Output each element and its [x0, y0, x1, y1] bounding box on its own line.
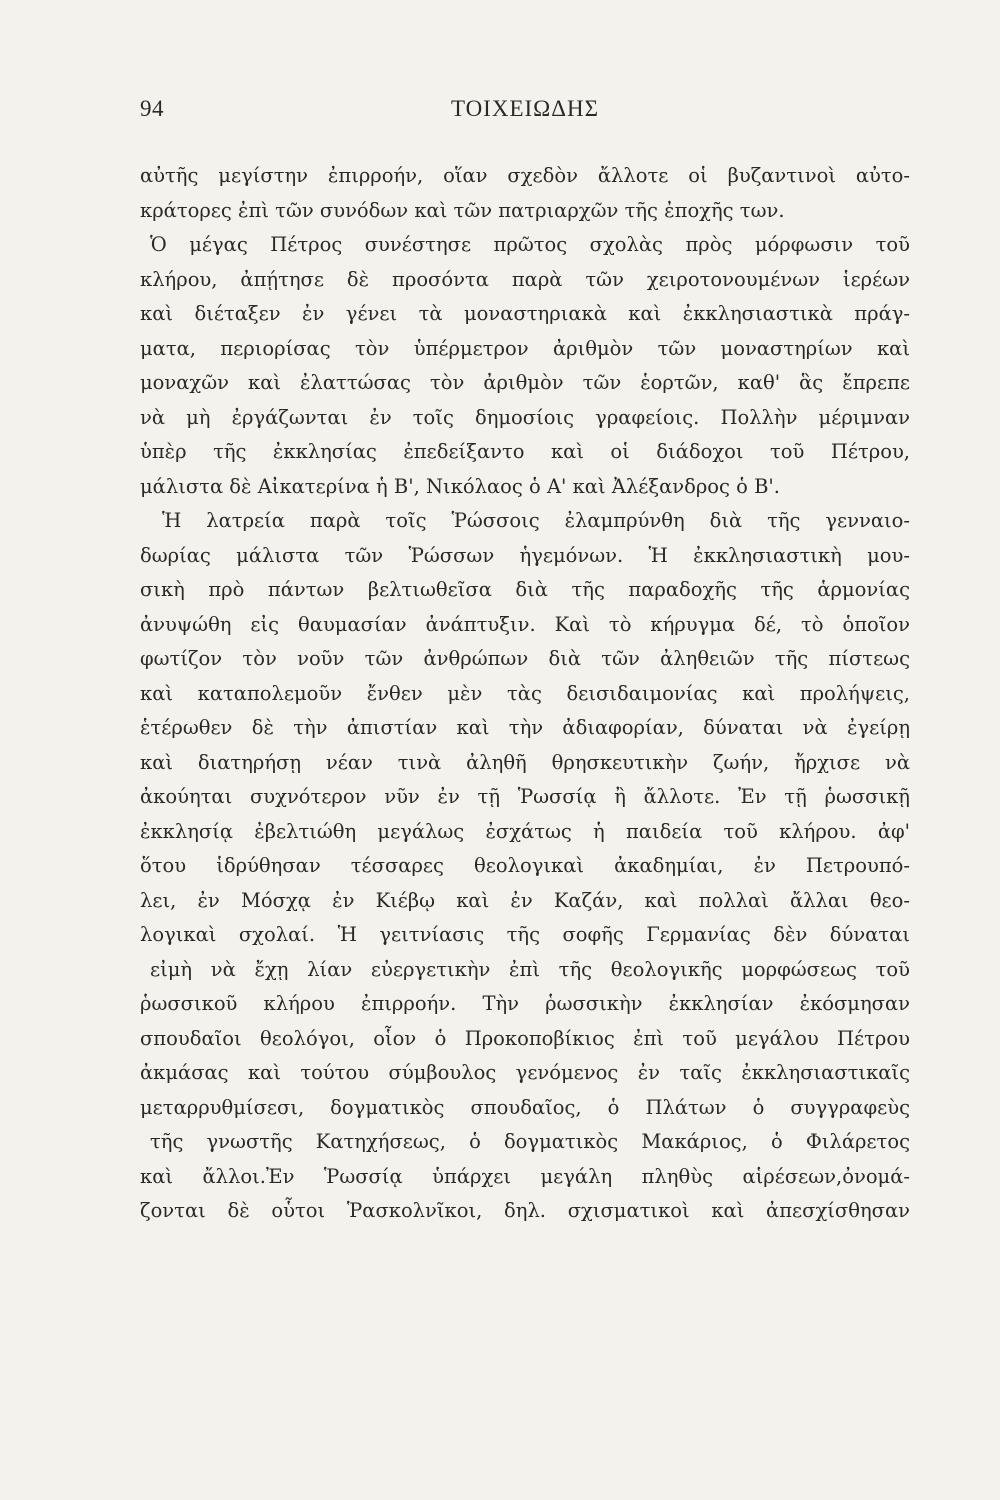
- text-line: Ὁ μέγας Πέτρος συνέστησε πρῶτος σχολὰς πρὸς μόρφωσιν τοῦ: [150, 233, 910, 256]
- text-line: νὰ μὴ ἐργάζωνται ἐν τοῖς δημοσίοις γραφείοις. Πολλὴν μέριμναν: [140, 405, 910, 429]
- text-line: ὑπὲρ τῆς ἐκκλησίας ἐπεδείξαντο καὶ οἱ διάδοχοι τοῦ Πέτρου,: [140, 440, 910, 463]
- text-line: λογικαὶ σχολαί. Ἡ γειτνίασις τῆς σοφῆς Γερμανίας δὲν δύναται: [140, 923, 910, 946]
- text-line: Ἡ λατρεία παρὰ τοῖς Ῥώσσοις ἐλαμπρύνθη διὰ τῆς γενναιο-: [162, 509, 910, 532]
- text-line: εἰμὴ νὰ ἔχῃ λίαν εὐεργετικὴν ἐπὶ τῆς θεολογικῆς μορφώσεως τοῦ: [150, 957, 910, 981]
- text-line: σπουδαῖοι θεολόγοι, οἷον ὁ Προκοποβίκιος ἐπὶ τοῦ μεγάλου Πέτρου: [140, 1026, 910, 1050]
- text-line: δωρίας μάλιστα τῶν Ῥώσσων ἡγεμόνων. Ἡ ἐκκλησιαστικὴ μου-: [140, 543, 910, 567]
- page-header: [140, 96, 910, 130]
- text-line: καὶ καταπολεμοῦν ἔνθεν μὲν τὰς δεισιδαιμονίας καὶ προλήψεις,: [140, 681, 910, 705]
- text-line: κράτορες ἐπὶ τῶν συνόδων καὶ τῶν πατριαρχῶν τῆς ἐποχῆς των.: [140, 198, 785, 222]
- text-line: ἑτέρωθεν δὲ τὴν ἀπιστίαν καὶ τὴν ἀδιαφορίαν, δύναται νὰ ἐγείρῃ: [140, 716, 910, 739]
- text-line: φωτίζον τὸν νοῦν τῶν ἀνθρώπων διὰ τῶν ἀληθειῶν τῆς πίστεως: [140, 647, 910, 670]
- text-line: μοναχῶν καὶ ἐλαττώσας τὸν ἀριθμὸν τῶν ἑορτῶν, καθ' ἃς ἔπρεπε: [140, 371, 910, 394]
- text-line: ἀκμάσας καὶ τούτου σύμβουλος γενόμενος ἐν ταῖς ἐκκλησιαστικαῖς: [140, 1061, 910, 1084]
- text-line: κλήρου, ἀπῄτησε δὲ προσόντα παρὰ τῶν χειροτονουμένων ἱερέων: [140, 267, 910, 291]
- text-line: μεταρρυθμίσεσι, δογματικὸς σπουδαῖος, ὁ Πλάτων ὁ συγγραφεὺς: [140, 1095, 910, 1119]
- text-line: ματα, περιορίσας τὸν ὑπέρμετρον ἀριθμὸν τῶν μοναστηρίων καὶ: [140, 336, 910, 360]
- text-line: σικὴ πρὸ πάντων βελτιωθεῖσα διὰ τῆς παραδοχῆς τῆς ἁρμονίας: [140, 578, 910, 601]
- text-line: μάλιστα δὲ Αἰκατερίνα ἡ Β', Νικόλαος ὁ Α' καὶ Ἀλέξανδρος ὁ Β'.: [140, 474, 780, 498]
- text-line: καὶ διατηρήσῃ νέαν τινὰ ἀληθῆ θρησκευτικὴν ζωήν, ἤρχισε νὰ: [140, 750, 910, 774]
- text-line: καὶ διέταξεν ἐν γένει τὰ μοναστηριακὰ καὶ ἐκκλησιαστικὰ πράγ-: [140, 302, 910, 325]
- running-title: ΤΟΙΧΕΙΩΔΗΣ: [450, 96, 600, 121]
- text-line: ἐκκλησίᾳ ἐβελτιώθη μεγάλως ἐσχάτως ἡ παιδεία τοῦ κλήρου. ἀφ': [140, 819, 910, 843]
- text-line: καὶ ἄλλοι.Ἐν Ῥωσσίᾳ ὑπάρχει μεγάλη πληθὺς αἱρέσεων,ὀνομά-: [140, 1164, 910, 1188]
- body-text: [140, 159, 910, 1229]
- page-number: 94: [140, 96, 164, 121]
- text-line: ζονται δὲ οὗτοι Ῥασκολνῖκοι, δηλ. σχισματικοὶ καὶ ἀπεσχίσθησαν: [140, 1199, 910, 1222]
- text-line: ἀκούηται συχνότερον νῦν ἐν τῇ Ῥωσσίᾳ ἢ ἄλλοτε. Ἐν τῇ ῥωσσικῇ: [140, 785, 910, 808]
- text-line: ῥωσσικοῦ κλήρου ἐπιρροήν. Τὴν ῥωσσικὴν ἐκκλησίαν ἐκόσμησαν: [140, 992, 910, 1015]
- text-line: ἀνυψώθη εἰς θαυμασίαν ἀνάπτυξιν. Καὶ τὸ κήρυγμα δέ, τὸ ὁποῖον: [140, 612, 910, 636]
- text-line: τῆς γνωστῆς Κατηχήσεως, ὁ δογματικὸς Μακάριος, ὁ Φιλάρετος: [150, 1130, 910, 1153]
- text-line: αὐτῆς μεγίστην ἐπιρροήν, οἵαν σχεδὸν ἄλλοτε οἱ βυζαντινοὶ αὐτο-: [140, 164, 910, 187]
- text-line: ὅτου ἱδρύθησαν τέσσαρες θεολογικαὶ ἀκαδημίαι, ἐν Πετρουπό-: [140, 854, 910, 877]
- text-line: λει, ἐν Μόσχᾳ ἐν Κιέβῳ καὶ ἐν Καζάν, καὶ πολλαὶ ἄλλαι θεο-: [140, 888, 910, 912]
